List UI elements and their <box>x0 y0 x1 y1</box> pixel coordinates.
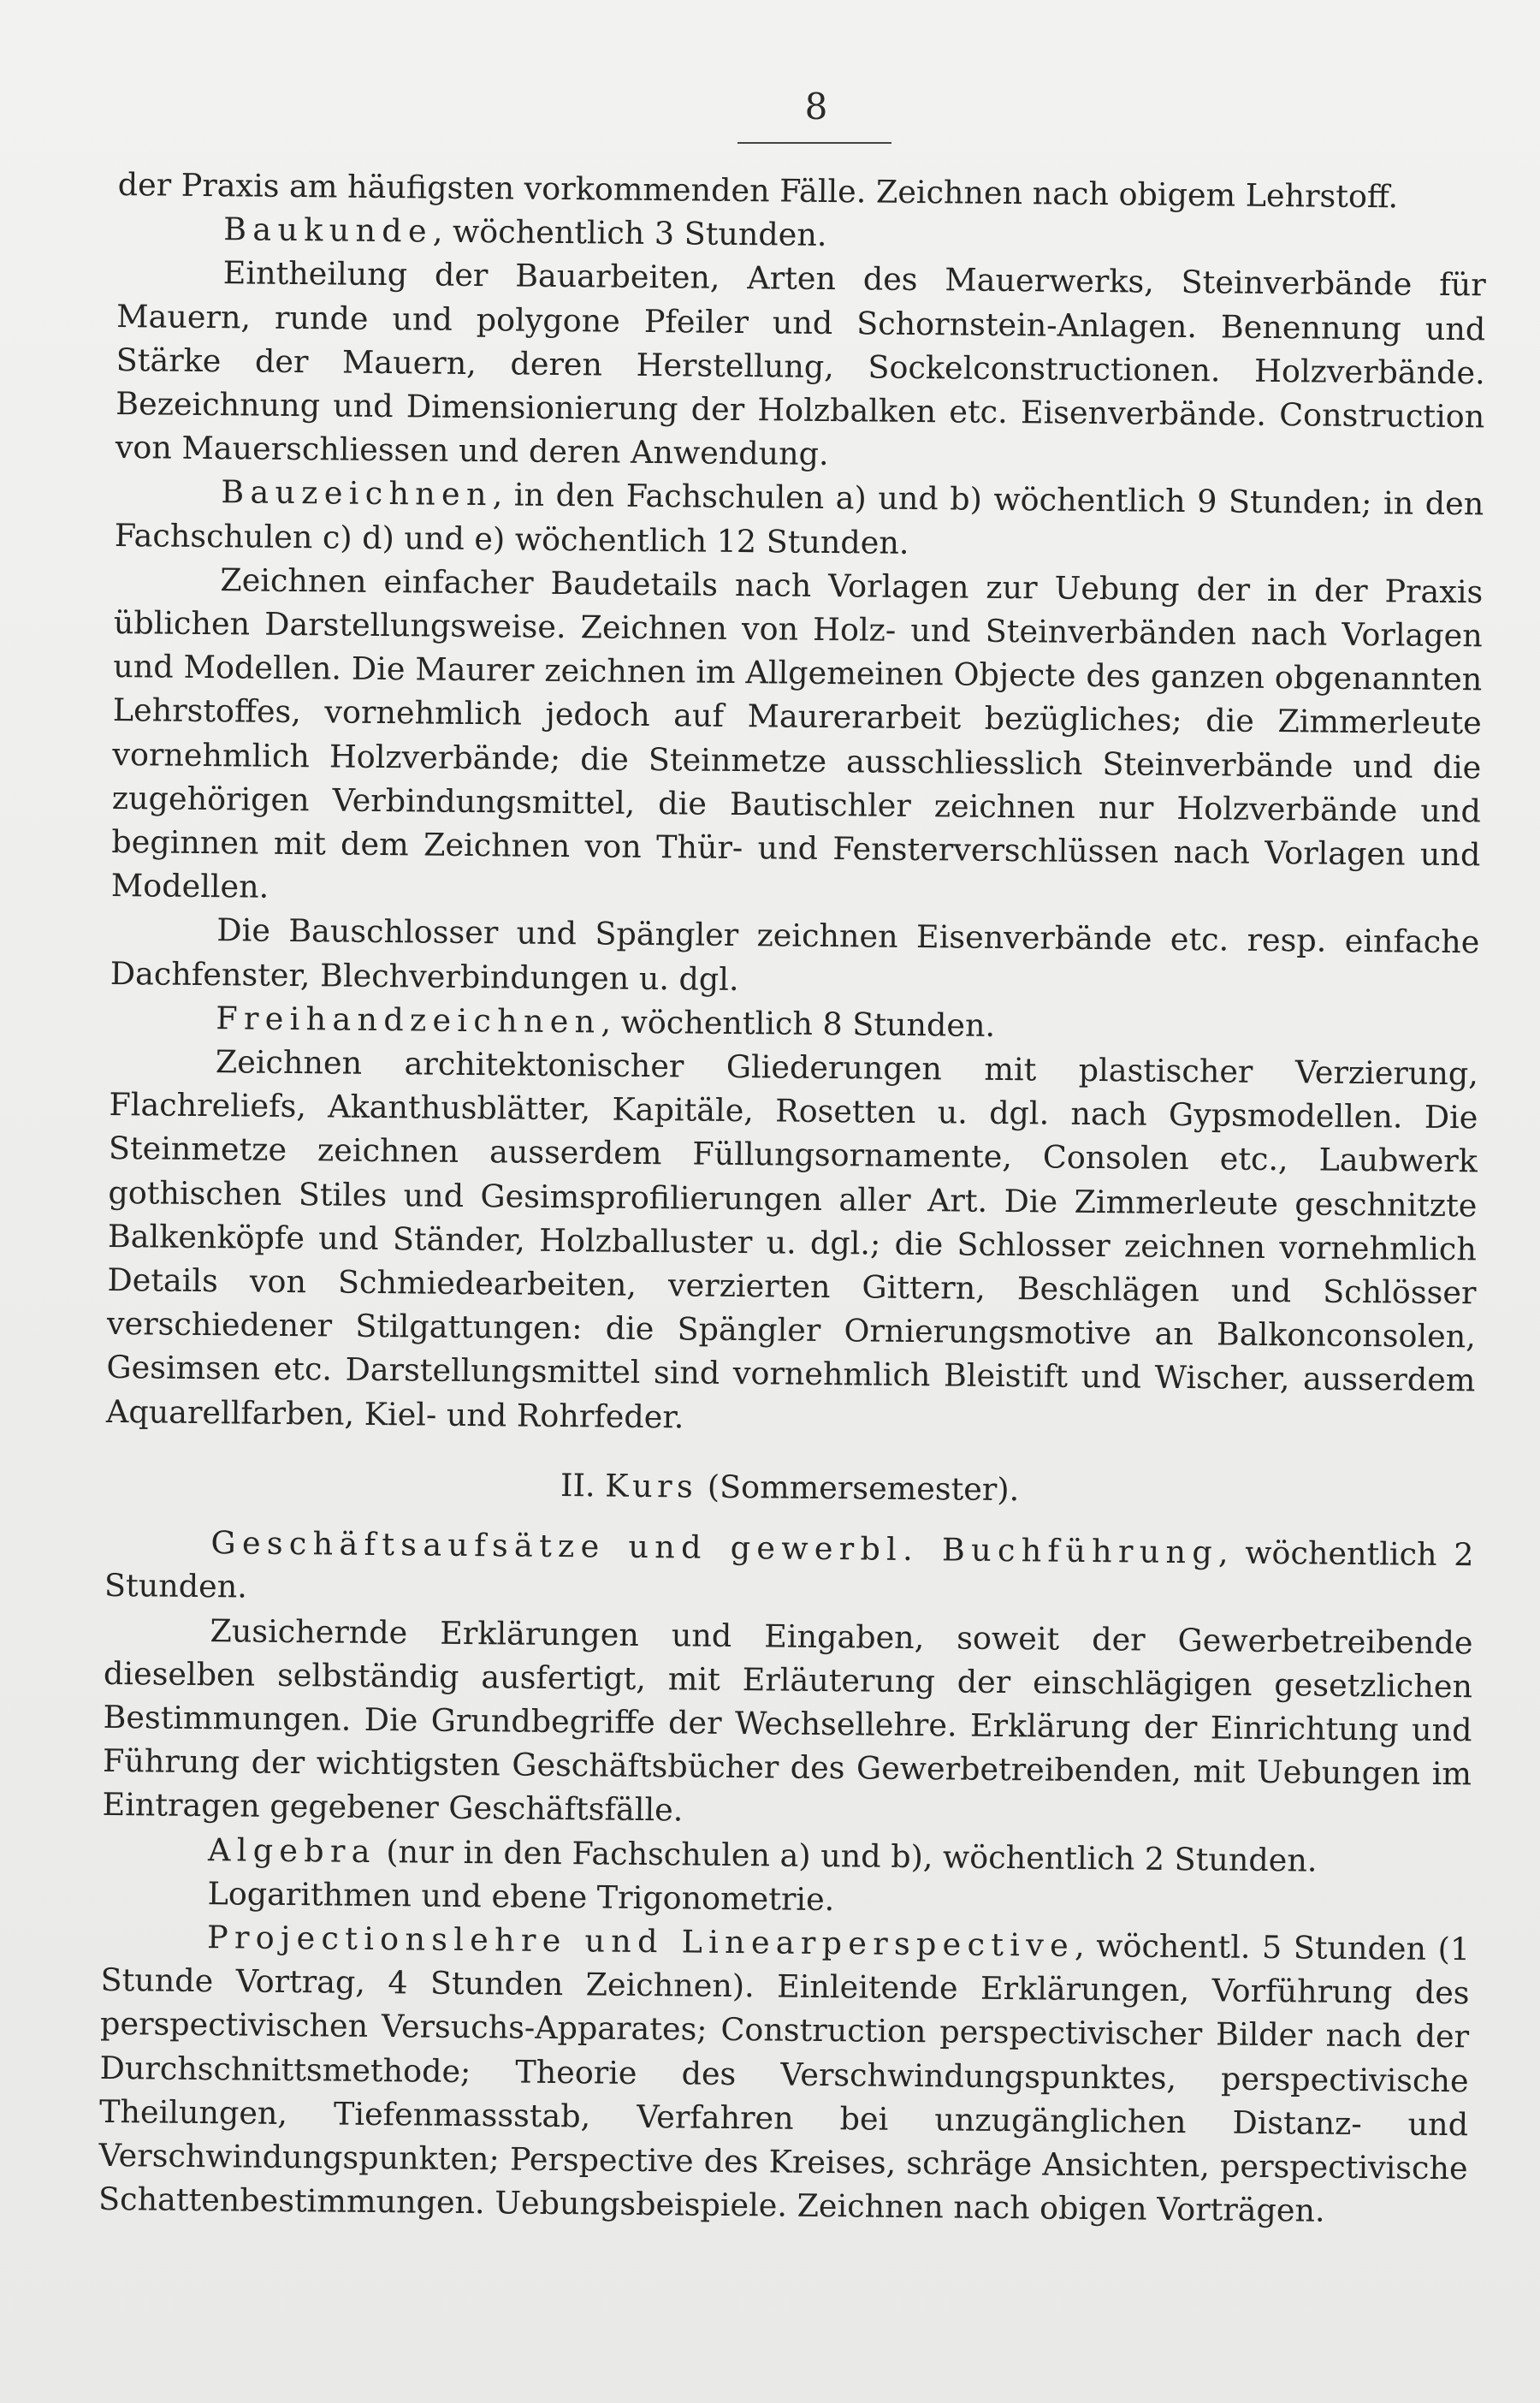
subject-title-baukunde: Baukunde <box>223 211 434 250</box>
subject-hours-algebra: (nur in den Fachschulen a) und b), wöchentlich 2 Stunden. <box>376 1832 1318 1879</box>
paragraph-eintheilung: Eintheilung der Bauarbeiten, Arten des Mauerwerks, Steinverbände für Mauern, runde und polygone Pfeiler und Schornstein-Anlagen. Benennung und Stärke der Mauern, deren Herstellung, Sockelconstructionen. Holzverbände. Bezeichnung und Dimensionierung der Holzbalken etc. Eisenverbände. Construction von Mauerschliessen und deren Anwendung. <box>115 254 1486 473</box>
paragraph-zusichernde-erklaerungen: Zusichernde Erklärungen und Eingaben, soweit der Gewerbetreibende dieselben selbständig ausfertigt, mit Erläuterung der einschlägigen gesetzlichen Bestimmungen. Die Grundbegriffe der Wechsellehre. Erklärung der Einrichtung und Führung der wichtigsten Geschäftsbücher des Gewerbetreibenden, mit Uebungen im Eintragen gegebener Geschäftsfälle. <box>102 1611 1473 1829</box>
section-heading-prefix: II. <box>560 1466 606 1504</box>
paragraph-praxis-continuation: der Praxis am häufigsten vorkommenden Fälle. Zeichnen nach obigem Lehrstoff. <box>117 165 1399 216</box>
document-body <box>98 163 1487 2234</box>
section-heading-kurs-ii <box>105 1459 1474 1516</box>
subject-title-bauzeichnen: Bauzeichnen <box>221 473 493 513</box>
paragraph-logarithmen: Logarithmen und ebene Trigonometrie. <box>207 1874 835 1918</box>
page-number-rule <box>737 142 891 144</box>
subject-title-freihandzeichnen: Freihandzeichnen <box>216 1000 601 1041</box>
subject-projectionslehre <box>98 1914 1470 2234</box>
paragraph-zeichnen-baudetails: Zeichnen einfacher Baudetails nach Vorlagen zur Uebung der in der Praxis üblichen Darstellungsweise. Zeichnen von Holz- und Steinverbänden nach Vorlagen und Modellen. Die Maurer zeichnen im Allgemeinen Objecte des ganzen obgenannten Lehrstoffes, vornehmlich jedoch auf Maurerarbeit bezügliches; die Zimmerleute vornehmlich Holzverbände; die Steinmetze ausschliesslich Steinverbände und die zugehörigen Verbindungsmittel, die Bautischler zeichnen nur Holzverbände und beginnen mit dem Zeichnen von Thür- und Fensterverschlüssen nach Vorlagen und Modellen. <box>110 561 1484 905</box>
paragraph-bauschlosser: Die Bauschlosser und Spängler zeichnen Eisenverbände etc. resp. einfache Dachfenster, Blechverbindungen u. dgl. <box>110 911 1480 998</box>
subject-title-algebra: Algebra <box>207 1830 376 1870</box>
subject-title-projectionslehre: Projectionslehre und Linearperspective <box>206 1919 1075 1964</box>
section-heading-title: Kurs <box>604 1467 698 1505</box>
subject-text-projectionslehre: , wöchentl. 5 Stunden (1 Stunde Vortrag, 4 Stunden Zeichnen). Einleitende Erklärungen, Vorführung des perspectivischen Versuchs-Apparates; Construction perspectivischer Bilder nach der Durchschnittsmethode; Theorie des Verschwindungspunktes, perspectivische Theilungen, Tiefenmassstab, Verfahren bei unzugänglichen Distanz- und Verschwindungspunkten; Perspective des Kreises, schräge Ansichten, perspectivische Schattenbestimmungen. Uebungsbeispiele. Zeichnen nach obigen Vorträgen. <box>98 1926 1471 2229</box>
subject-hours-bauzeichnen: , in den Fachschulen a) und b) wöchentlich 9 Stunden; in den Fachschulen c) d) und e) wöchentlich 12 Stunden. <box>114 476 1484 561</box>
subject-bauzeichnen <box>115 469 1484 570</box>
paragraph-architektonische-gliederungen: Zeichnen architektonischer Gliederungen mit plastischer Verzierung, Flachreliefs, Akanthusblätter, Kapitäle, Rosetten u. dgl. nach Gypsmodellen. Die Steinmetze zeichnen ausserdem Füllungsornamente, Consolen etc., Laubwerk gothischen Stiles und Gesimsprofilierungen aller Art. Die Zimmerleute geschnitzte Balkenköpfe und Ständer, Holzballuster u. dgl.; die Schlosser zeichnen vornehmlich Details von Schmiedearbeiten, verzierten Gittern, Beschlägen und Schlösser verschiedener Stilgattungen: die Spängler Ornierungsmotive an Balkonconsolen, Gesimsen etc. Darstellungsmittel sind vornehmlich Bleistift und Wischer, ausserdem Aquarellfarben, Kiel- und Rohrfeder. <box>105 1043 1479 1436</box>
page-number: 8 <box>804 86 828 128</box>
subject-hours-baukunde: , wöchentlich 3 Stunden. <box>432 212 827 254</box>
subject-geschaeftsaufsaetze <box>104 1520 1474 1621</box>
subject-title-geschaeftsaufsaetze: Geschäftsaufsätze und gewerbl. Buchführung <box>210 1524 1219 1571</box>
subject-hours-freihandzeichnen: , wöchentlich 8 Stunden. <box>601 1003 996 1044</box>
subject-hours-geschaeftsaufsaetze: , wöchentlich 2 Stunden. <box>104 1534 1474 1605</box>
section-heading-suffix: (Sommersemester). <box>697 1468 1020 1509</box>
